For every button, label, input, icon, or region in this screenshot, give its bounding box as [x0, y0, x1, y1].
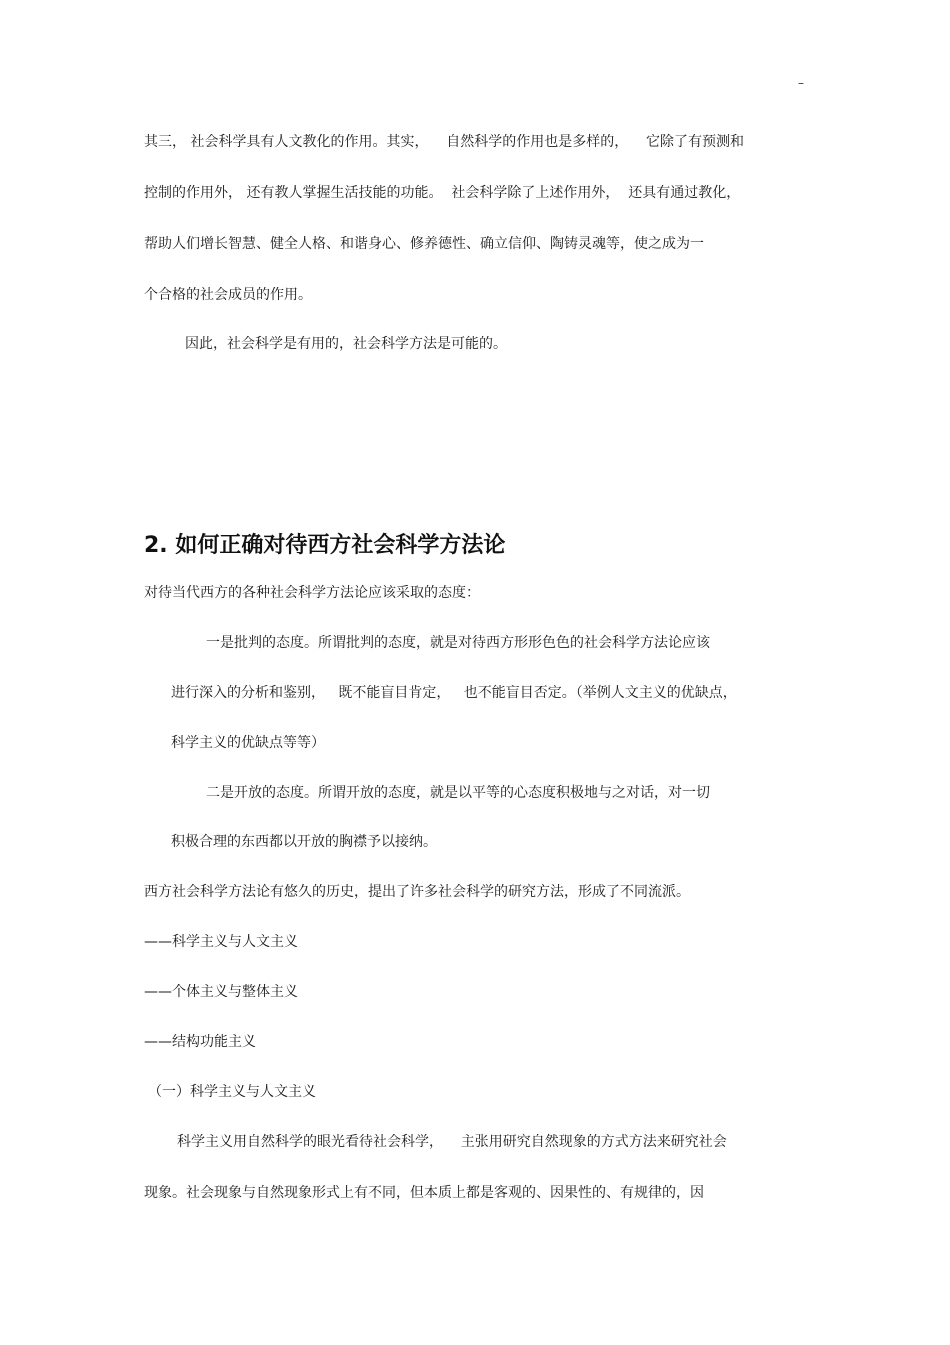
attitude1-line-1: 一是批判的态度。所谓批判的态度，就是对待西方形形色色的社会科学方法论应该	[206, 635, 710, 651]
school-item-1: ——科学主义与人文主义	[144, 934, 298, 950]
page-mark: –	[798, 76, 804, 90]
attitude1-line-2: 进行深入的分析和鉴别， 既不能盲目肯定， 也不能盲目否定。（举例人文主义的优缺点，	[171, 685, 737, 701]
section-heading: 2. 如何正确对待西方社会科学方法论	[144, 533, 506, 558]
para1-line-2: 控制的作用外， 还有教人掌握生活技能的功能。 社会科学除了上述作用外， 还具有通过教化，	[144, 185, 741, 201]
intro-line: 对待当代西方的各种社会科学方法论应该采取的态度：	[144, 585, 480, 601]
para1-line-1: 其三， 社会科学具有人文教化的作用。其实， 自然科学的作用也是多样的， 它除了有预测和	[144, 134, 745, 150]
school-item-2: ——个体主义与整体主义	[144, 984, 298, 1000]
attitude2-line-1: 二是开放的态度。所谓开放的态度，就是以平等的心态度积极地与之对话，对一切	[206, 785, 710, 801]
subsection-heading: （一）科学主义与人文主义	[148, 1084, 316, 1100]
para3-line-1: 科学主义用自然科学的眼光看待社会科学， 主张用研究自然现象的方式方法来研究社会	[177, 1134, 727, 1150]
para3-line-2: 现象。社会现象与自然现象形式上有不同，但本质上都是客观的、因果性的、有规律的，因	[144, 1185, 704, 1201]
history-line: 西方社会科学方法论有悠久的历史，提出了许多社会科学的研究方法，形成了不同流派。	[144, 884, 690, 900]
attitude2-line-2: 积极合理的东西都以开放的胸襟予以接纳。	[171, 834, 437, 850]
para1-line-3: 帮助人们增长智慧、健全人格、和谐身心、修养德性、确立信仰、陶铸灵魂等，使之成为一	[144, 236, 704, 252]
para1-line-4: 个合格的社会成员的作用。	[144, 287, 312, 303]
para2: 因此，社会科学是有用的，社会科学方法是可能的。	[185, 336, 507, 352]
attitude1-line-3: 科学主义的优缺点等等）	[171, 735, 325, 751]
school-item-3: ——结构功能主义	[144, 1034, 256, 1050]
